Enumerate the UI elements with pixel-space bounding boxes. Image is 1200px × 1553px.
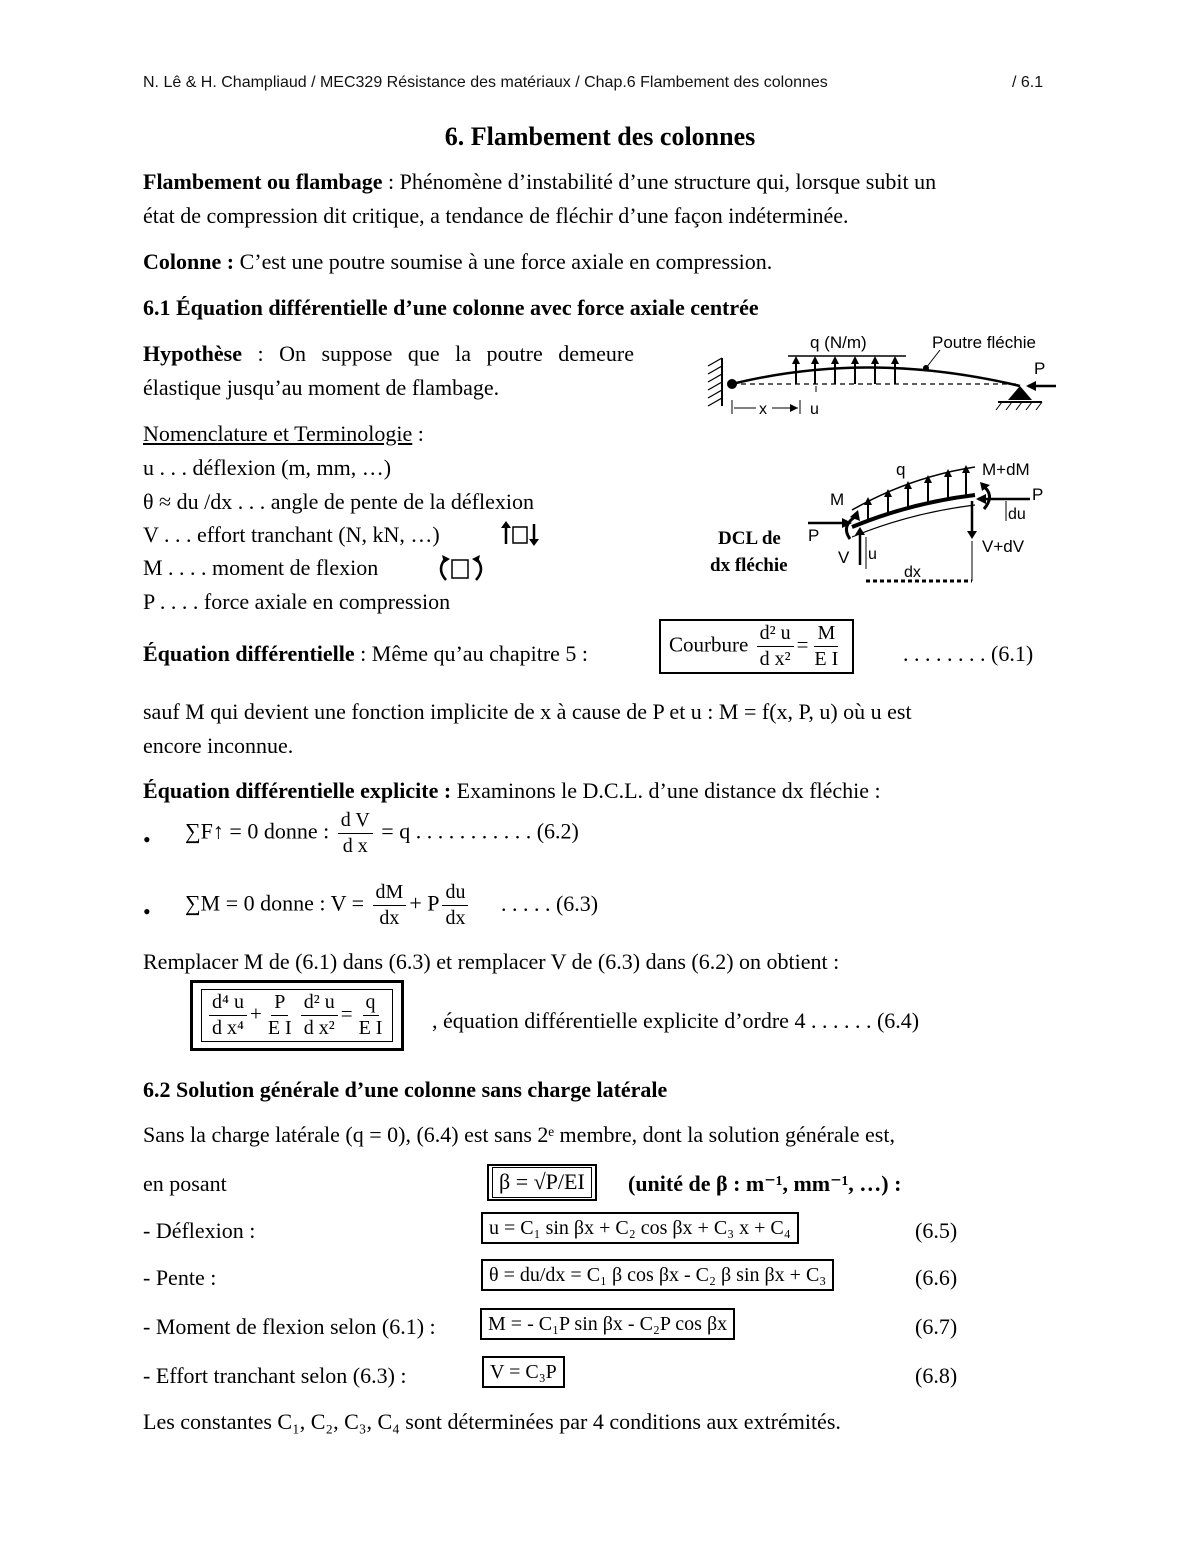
beam-figure bbox=[700, 328, 1070, 428]
moment-sign-icon bbox=[434, 554, 490, 584]
section-6-2-heading: 6.2 Solution générale d’une colonne sans charge latérale bbox=[143, 1077, 668, 1102]
fbd-du-label: du bbox=[1008, 506, 1026, 523]
fbd-u-label: u bbox=[868, 546, 877, 563]
eq-6-1-ref: . . . . . . . . (6.1) bbox=[903, 641, 1034, 666]
hypothese-cont: élastique jusqu’au moment de flambage. bbox=[143, 375, 500, 400]
chapter-title: 6. Flambement des colonnes bbox=[444, 122, 756, 151]
explicit-label: Équation différentielle explicite : bbox=[143, 778, 452, 803]
eq-6-4-text: , équation différentielle explicite d’ordre 4 . . . . . . (6.4) bbox=[432, 1008, 920, 1033]
axial-force-label: P bbox=[1034, 359, 1046, 378]
eq-6-8-ref: (6.8) bbox=[915, 1363, 958, 1388]
nomen-item-theta: θ ≈ du /dx . . . angle de pente de la déflexion bbox=[143, 489, 534, 514]
running-header: N. Lê & H. Champliaud / MEC329 Résistance des matériaux / Chap.6 Flambement des colonnes bbox=[143, 74, 828, 91]
eq-diff-intro: Équation différentielle : Même qu’au chapitre 5 : bbox=[143, 641, 589, 666]
load-arrows bbox=[796, 360, 895, 384]
fbd-p-right-label: P bbox=[1032, 485, 1044, 504]
eq-6-5-ref: (6.5) bbox=[915, 1218, 958, 1243]
eq-6-6-ref: (6.6) bbox=[915, 1265, 958, 1290]
eq-6-7-ref: (6.7) bbox=[915, 1314, 958, 1339]
fbd-dx-label: dx bbox=[904, 564, 921, 581]
sol-effort-label: - Effort tranchant selon (6.3) : bbox=[143, 1363, 407, 1388]
eq-6-3: ∑M = 0 donne : V = $\frac{dM}{dx}$ + P $\frac{du}{dx}$ . . . . . (6.3) bbox=[185, 881, 599, 929]
term-hypothese: Hypothèse bbox=[143, 341, 242, 366]
sol-moment-label: - Moment de flexion selon (6.1) : bbox=[143, 1314, 436, 1339]
nomenclature-title: Nomenclature et Terminologie : bbox=[143, 421, 424, 446]
fbd-moment-right-label: M+dM bbox=[982, 460, 1030, 479]
nomen-item-p: P . . . . force axiale en compression bbox=[143, 589, 451, 614]
u-dim-label: u bbox=[810, 401, 819, 418]
page-number: / 6.1 bbox=[1012, 74, 1044, 91]
sol-pente-box: θ = du/dx = C₁ β cos βx - C₂ β sin βx + C₃ bbox=[481, 1259, 834, 1291]
nomen-item-u: u . . . déflexion (m, mm, …) bbox=[143, 455, 392, 480]
sol-deflexion-box: u = C₁ sin βx + C₂ cos βx + C₃ x + C₄ bbox=[481, 1212, 799, 1244]
beta-box: β = √P/EI bbox=[487, 1164, 597, 1201]
eq-diff-label: Équation différentielle bbox=[143, 641, 355, 666]
definition-colonne: Colonne : C’est une poutre soumise à une force axiale en compression. bbox=[143, 249, 773, 274]
eq-6-2: ∑F↑ = 0 donne : $\frac{\text{d V}}{\text{d x}}$ = q . . . . . . . . . . . (6.2) bbox=[185, 809, 579, 857]
sans-charge-text: Sans la charge latérale (q = 0), (6.4) est sans 2ᵉ membre, dont la solution générale est, bbox=[143, 1122, 895, 1147]
sol-pente-label: - Pente : bbox=[143, 1265, 217, 1290]
posant-label: en posant bbox=[143, 1171, 227, 1196]
fbd-v-right-label: V+dV bbox=[982, 537, 1025, 556]
beta-unit: (unité de β : m⁻¹, mm⁻¹, …) : bbox=[628, 1171, 902, 1196]
hypothese: Hypothèse : On suppose que la poutre demeure bbox=[143, 341, 634, 366]
x-dim-label: x bbox=[759, 401, 767, 418]
definition-flambement: Flambement ou flambage : Phénomène d’instabilité d’une structure qui, lorsque subit un bbox=[143, 169, 937, 194]
sol-deflexion-label: - Déflexion : bbox=[143, 1218, 256, 1243]
bullet-6-2-dot: • bbox=[143, 827, 151, 852]
curvature-box: Courbure $\frac{\text{d² u}}{\text{d x²}}$ = $\frac{M}{\text{E I}}$ bbox=[659, 619, 854, 674]
fbd-caption-2: dx fléchie bbox=[710, 555, 788, 576]
constants-text: Les constantes C₁, C₂, C₃, C₄ sont déterminées par 4 conditions aux extrémités. bbox=[143, 1409, 841, 1434]
eq-6-4-box: $\frac{\text{d⁴ u}}{\text{d x⁴}}$ + $\frac{P}{\text{E I}}$ $\frac{\text{d² u}}{\text{d x²}}$ = $\frac{q}{\text{E I}}$ bbox=[190, 980, 404, 1051]
sol-moment-box: M = - C₁P sin βx - C₂P cos βx bbox=[480, 1308, 735, 1340]
fbd-moment-left-label: M bbox=[830, 490, 845, 509]
fbd-p-left-label: P bbox=[808, 526, 820, 545]
definition-flambement-cont: état de compression dit critique, a tendance de fléchir d’une façon indéterminée. bbox=[143, 203, 849, 228]
sauf-line-2: encore inconnue. bbox=[143, 733, 294, 758]
term-flambement: Flambement ou flambage bbox=[143, 169, 383, 194]
sauf-line-1: sauf M qui devient une fonction implicite de x à cause de P et u : M = f(x, P, u) où u est bbox=[143, 699, 912, 724]
section-6-1-heading: 6.1 Équation différentielle d’une colonne avec force axiale centrée bbox=[143, 295, 759, 320]
bullet-6-3-dot: • bbox=[143, 899, 151, 924]
fbd-v-left-label: V bbox=[838, 548, 850, 567]
fbd-caption-1: DCL de bbox=[718, 528, 781, 549]
remplacer-text: Remplacer M de (6.1) dans (6.3) et remplacer V de (6.3) dans (6.2) on obtient : bbox=[143, 949, 840, 974]
deflected-beam-label: Poutre fléchie bbox=[932, 333, 1036, 352]
sol-effort-box: V = C₃P bbox=[482, 1356, 565, 1388]
shear-sign-icon bbox=[498, 520, 544, 548]
wall-hatch bbox=[708, 358, 722, 406]
term-colonne: Colonne : bbox=[143, 249, 235, 274]
fbd-load-label: q bbox=[896, 460, 906, 479]
nomen-item-m: M . . . . moment de flexion bbox=[143, 555, 379, 580]
explicit-intro: Équation différentielle explicite : Examinons le D.C.L. d’une distance dx fléchie : bbox=[143, 778, 881, 803]
load-label: q (N/m) bbox=[810, 333, 867, 352]
nomen-item-v: V . . . effort tranchant (N, kN, …) bbox=[143, 522, 440, 547]
